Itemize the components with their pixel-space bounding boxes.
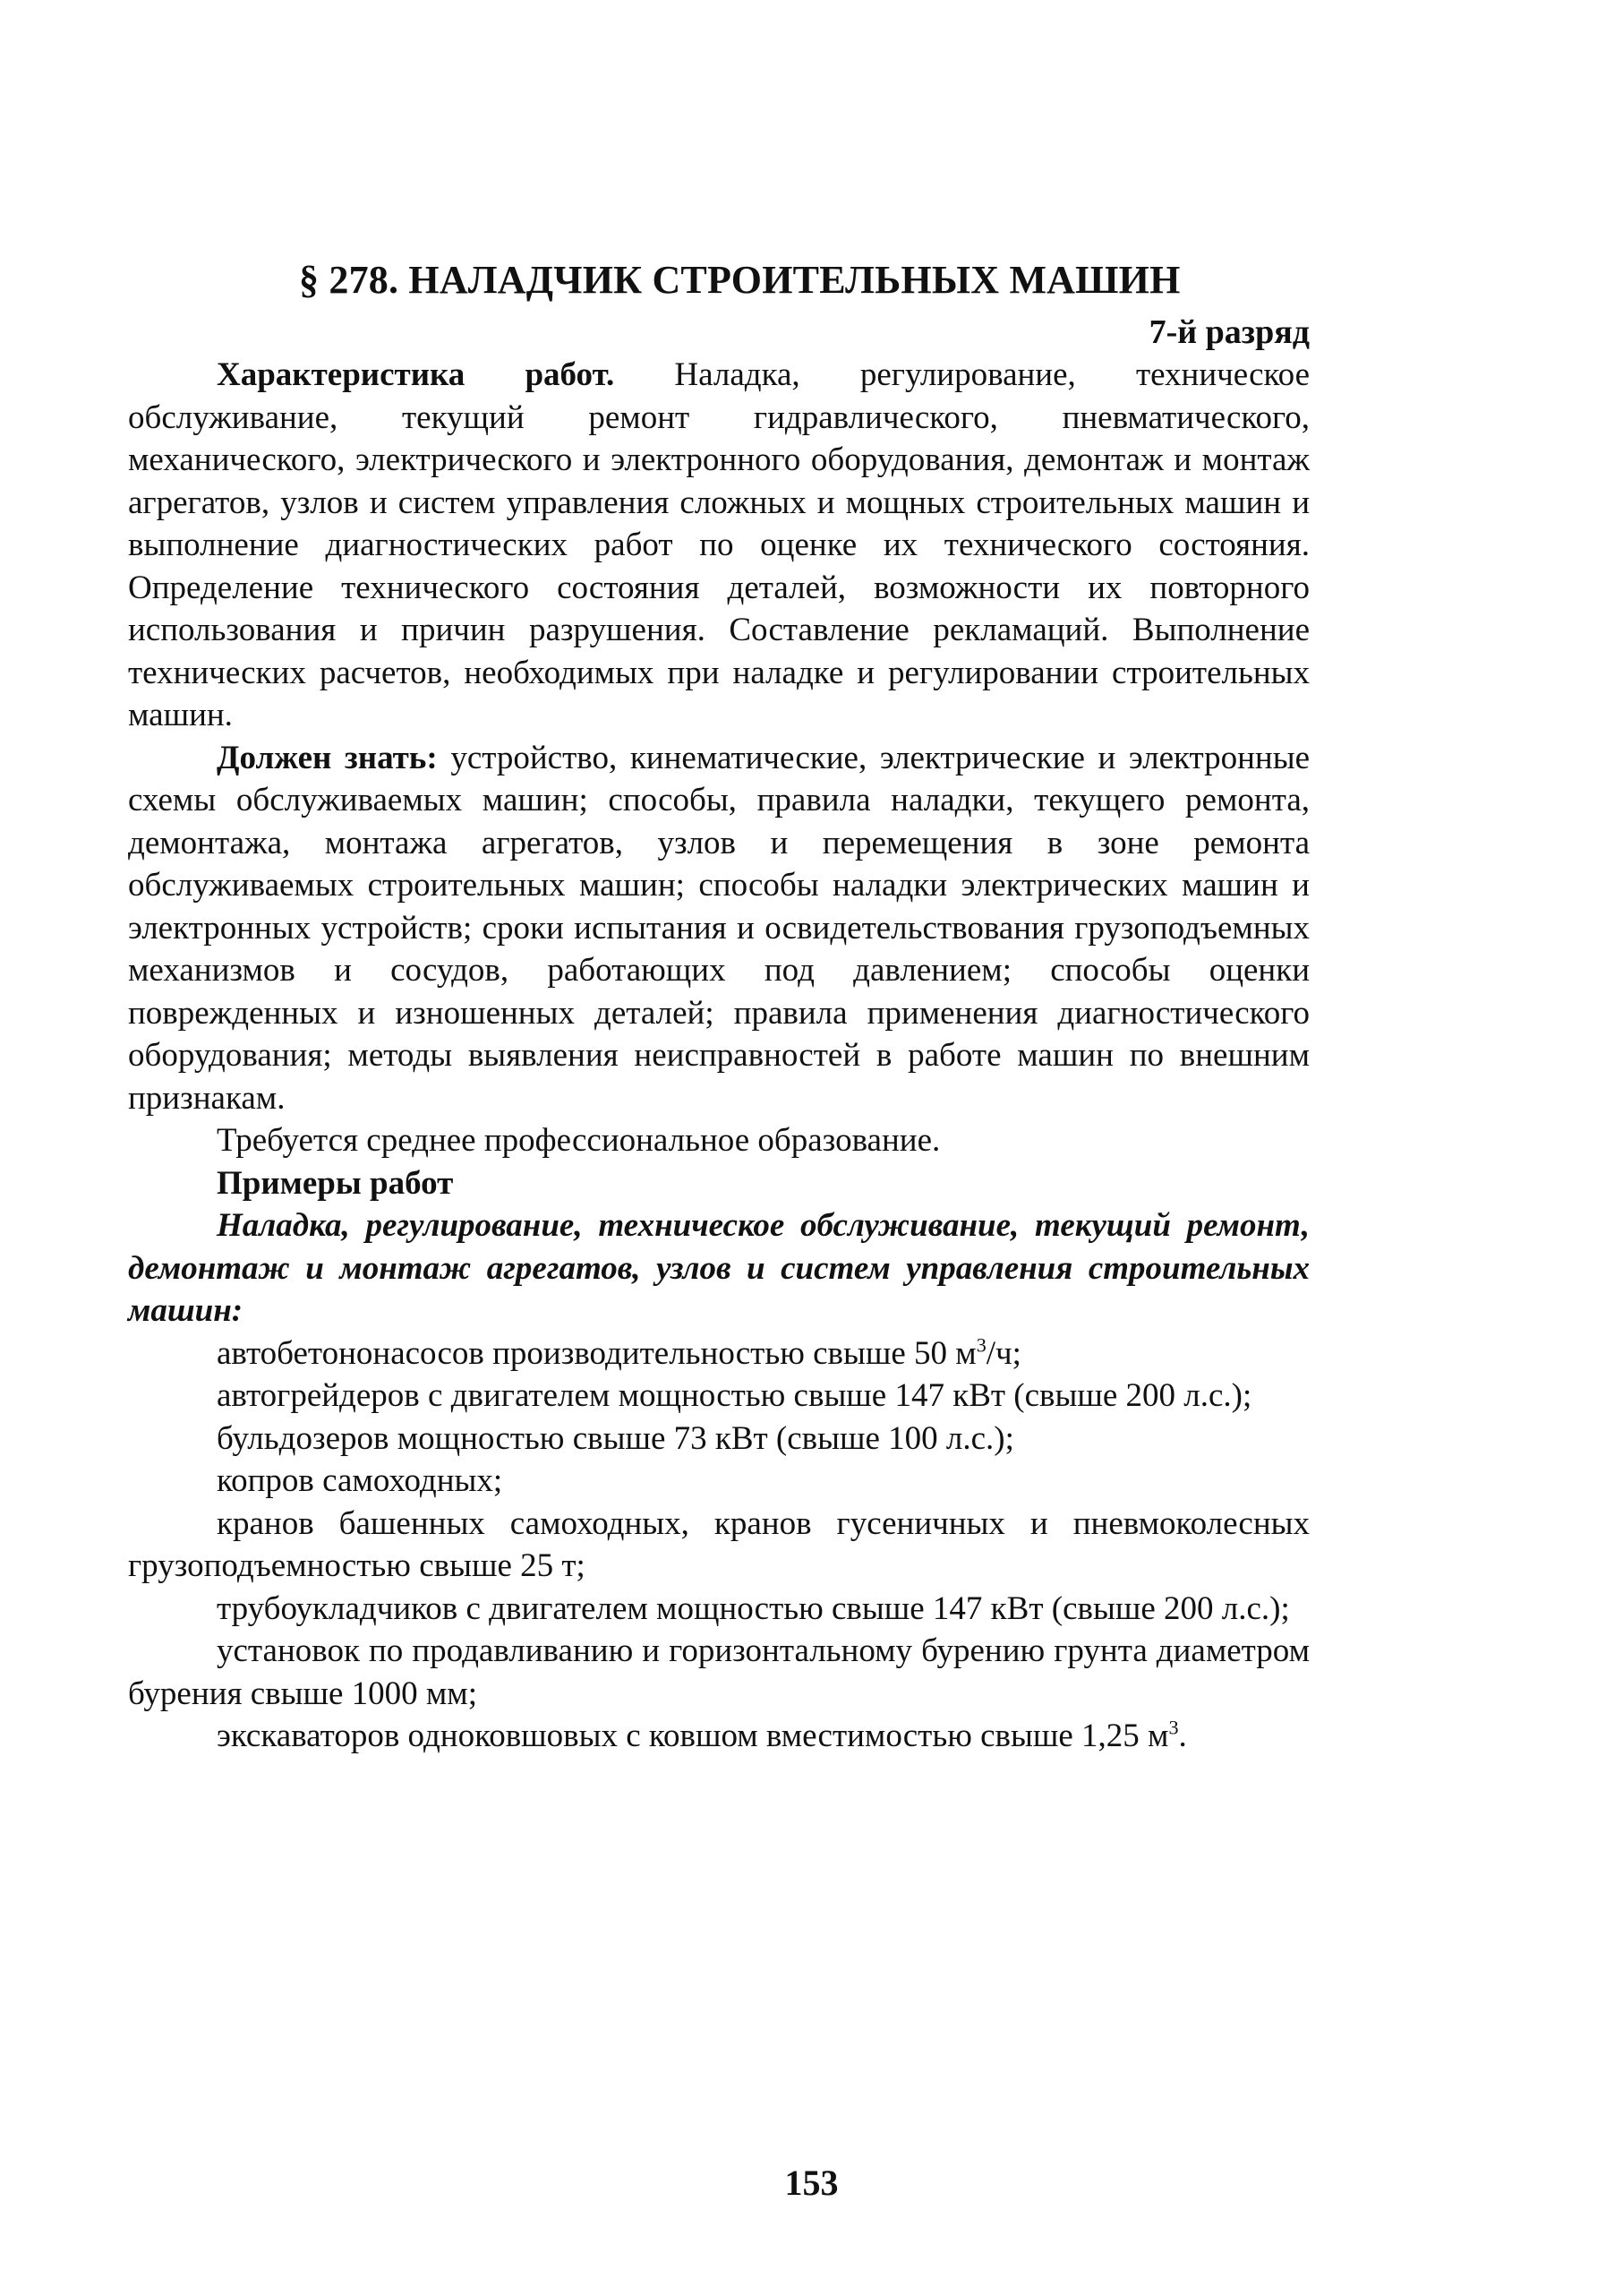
knowledge-text: устройство, кинематические, электрические и электронные схемы обслуживаемых машин; способы, правила наладки, текущего ремонта, демонтажа, монтажа агрегатов, узлов и перемещения в зоне ремонта обслуживаемых строительных машин; способы наладки электрических машин и электронных устройств; сроки испытания и освидетельствования грузоподъемных механизмов и сосудов, работающих под давлением; способы оценки поврежденных и изношенных деталей; правила применения диагностического оборудования; методы выявления неисправностей в работе машин по внешним признакам.: [128, 739, 1311, 1117]
list-item: экскаваторов одноковшовых с ковшом вместимостью свыше 1,25 $м^3$.: [217, 1716, 1187, 1754]
section-title: § 278. НАЛАДЧИК СТРОИТЕЛЬНЫХ МАШИН: [299, 258, 1181, 302]
list-item: установок по продавливанию и горизонтальному бурению грунта диаметром бурения свыше 1000 мм;: [128, 1632, 1310, 1712]
list-item: бульдозеров мощностью свыше 73 кВт (свыше 100 л.с.);: [217, 1419, 1014, 1457]
knowledge-label: Должен знать:: [217, 739, 438, 776]
characteristics-text: Наладка, регулирование, техническое обслуживание, текущий ремонт гидравлического, пневматического, механического, электрического и электронного оборудования, демонтаж и монтаж агрегатов, узлов и систем управления сложных и мощных строительных машин и выполнение диагностических работ по оценке их технического состояния. Определение технического состояния деталей, возможности их повторного использования и причин разрушения. Составление рекламаций. Выполнение технических расчетов, необходимых при наладке и регулировании строительных машин.: [128, 356, 1311, 733]
list-item: трубоукладчиков с двигателем мощностью свыше 147 кВт (свыше 200 л.с.);: [217, 1589, 1290, 1627]
examples-heading: Примеры работ: [217, 1164, 454, 1202]
grade-label: 7-й разряд: [1149, 313, 1310, 351]
characteristics-paragraph: [128, 354, 1310, 737]
list-item: автогрейдеров с двигателем мощностью свыше 147 кВт (свыше 200 л.с.);: [217, 1377, 1252, 1414]
list-item: копров самоходных;: [217, 1462, 503, 1499]
knowledge-paragraph: [128, 737, 1310, 1120]
list-item: автобетононасосов производительностью свыше 50 $м^3/ч$;: [217, 1333, 1021, 1372]
list-item: кранов башенных самоходных, кранов гусеничных и пневмоколесных грузоподъемностью свыше 25 т;: [128, 1504, 1310, 1584]
document-page: [128, 255, 1310, 1758]
page-number: 153: [784, 2163, 839, 2203]
education-paragraph: Требуется среднее профессиональное образование.: [217, 1122, 941, 1159]
examples-intro: Наладка, регулирование, техническое обслуживание, текущий ремонт, демонтаж и монтаж агрегатов, узлов и систем управления строительных машин:: [128, 1207, 1310, 1329]
examples-list: [128, 1332, 1310, 1758]
characteristics-label: Характеристика работ.: [217, 356, 615, 393]
